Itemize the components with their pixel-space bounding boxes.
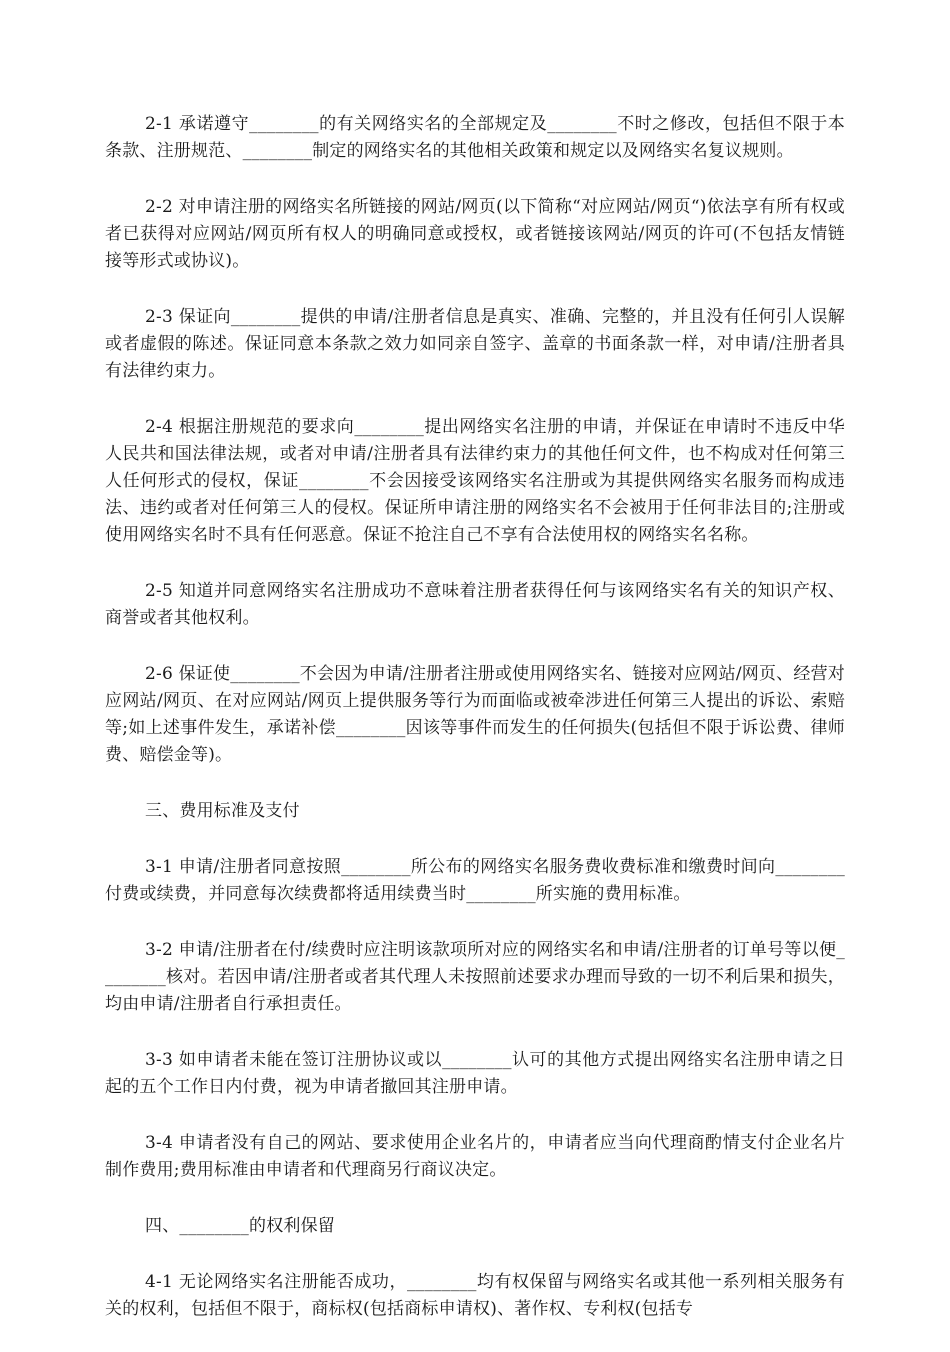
section-3-heading: 三、费用标准及支付: [145, 801, 300, 821]
clause-2-6: 2-6 保证使________不会因为申请/注册者注册或使用网络实名、链接对应网站/网页、经营对应网站/网页、在对应网站/网页上提供服务等行为而面临或被牵涉进任何第三人提出的诉讼、索赔等;如上述事件发生，承诺补偿________因该等事件而发生的任何损失(包括但不限于诉讼费、律师费、赔偿金等)。: [105, 664, 845, 765]
clause-3-2: 3-2 申请/注册者在付/续费时应注明该款项所对应的网络实名和申请/注册者的订单号等以便________核对。若因申请/注册者或者其代理人未按照前述要求办理而导致的一切不利后果和损失，均由申请/注册者自行承担责任。: [105, 940, 845, 1014]
clause-4-1: 4-1 无论网络实名注册能否成功，________均有权保留与网络实名或其他一系列相关服务有关的权利，包括但不限于，商标权(包括商标申请权)、著作权、专利权(包括专: [105, 1272, 845, 1319]
clause-2-2: 2-2 对申请注册的网络实名所链接的网站/网页(以下简称“对应网站/网页“)依法享有所有权或者已获得对应网站/网页所有权人的明确同意或授权，或者链接该网站/网页的许可(不包括友情链接等形式或协议)。: [105, 197, 845, 271]
clause-3-4: 3-4 申请者没有自己的网站、要求使用企业名片的，申请者应当向代理商酌情支付企业名片制作费用;费用标准由申请者和代理商另行商议决定。: [105, 1133, 845, 1180]
document-body: [105, 111, 845, 1352]
clause-2-5: 2-5 知道并同意网络实名注册成功不意味着注册者获得任何与该网络实名有关的知识产权、商誉或者其他权利。: [105, 581, 845, 628]
clause-2-4: 2-4 根据注册规范的要求向________提出网络实名注册的申请，并保证在申请时不违反中华人民共和国法律法规，或者对申请/注册者具有法律约束力的其他任何文件，也不构成对任何第三人任何形式的侵权，保证________不会因接受该网络实名注册或为其提供网络实名服务而构成违法、违约或者对任何第三人的侵权。保证所申请注册的网络实名不会被用于任何非法目的;注册或使用网络实名时不具有任何恶意。保证不抢注自己不享有合法使用权的网络实名名称。: [105, 417, 845, 545]
clause-2-1: 2-1 承诺遵守________的有关网络实名的全部规定及________不时之修改，包括但不限于本条款、注册规范、________制定的网络实名的其他相关政策和规定以及网络实名复议规则。: [105, 114, 845, 161]
section-4-heading: 四、________的权利保留: [145, 1216, 335, 1236]
clause-3-1: 3-1 申请/注册者同意按照________所公布的网络实名服务费收费标准和缴费时间向________付费或续费，并同意每次续费都将适用续费当时________所实施的费用标准。: [105, 857, 845, 904]
clause-3-3: 3-3 如申请者未能在签订注册协议或以________认可的其他方式提出网络实名注册申请之日起的五个工作日内付费，视为申请者撤回其注册申请。: [105, 1050, 845, 1097]
clause-2-3: 2-3 保证向________提供的申请/注册者信息是真实、准确、完整的，并且没有任何引人误解或者虚假的陈述。保证同意本条款之效力如同亲自签字、盖章的书面条款一样，对申请/注册者具有法律约束力。: [105, 307, 845, 381]
